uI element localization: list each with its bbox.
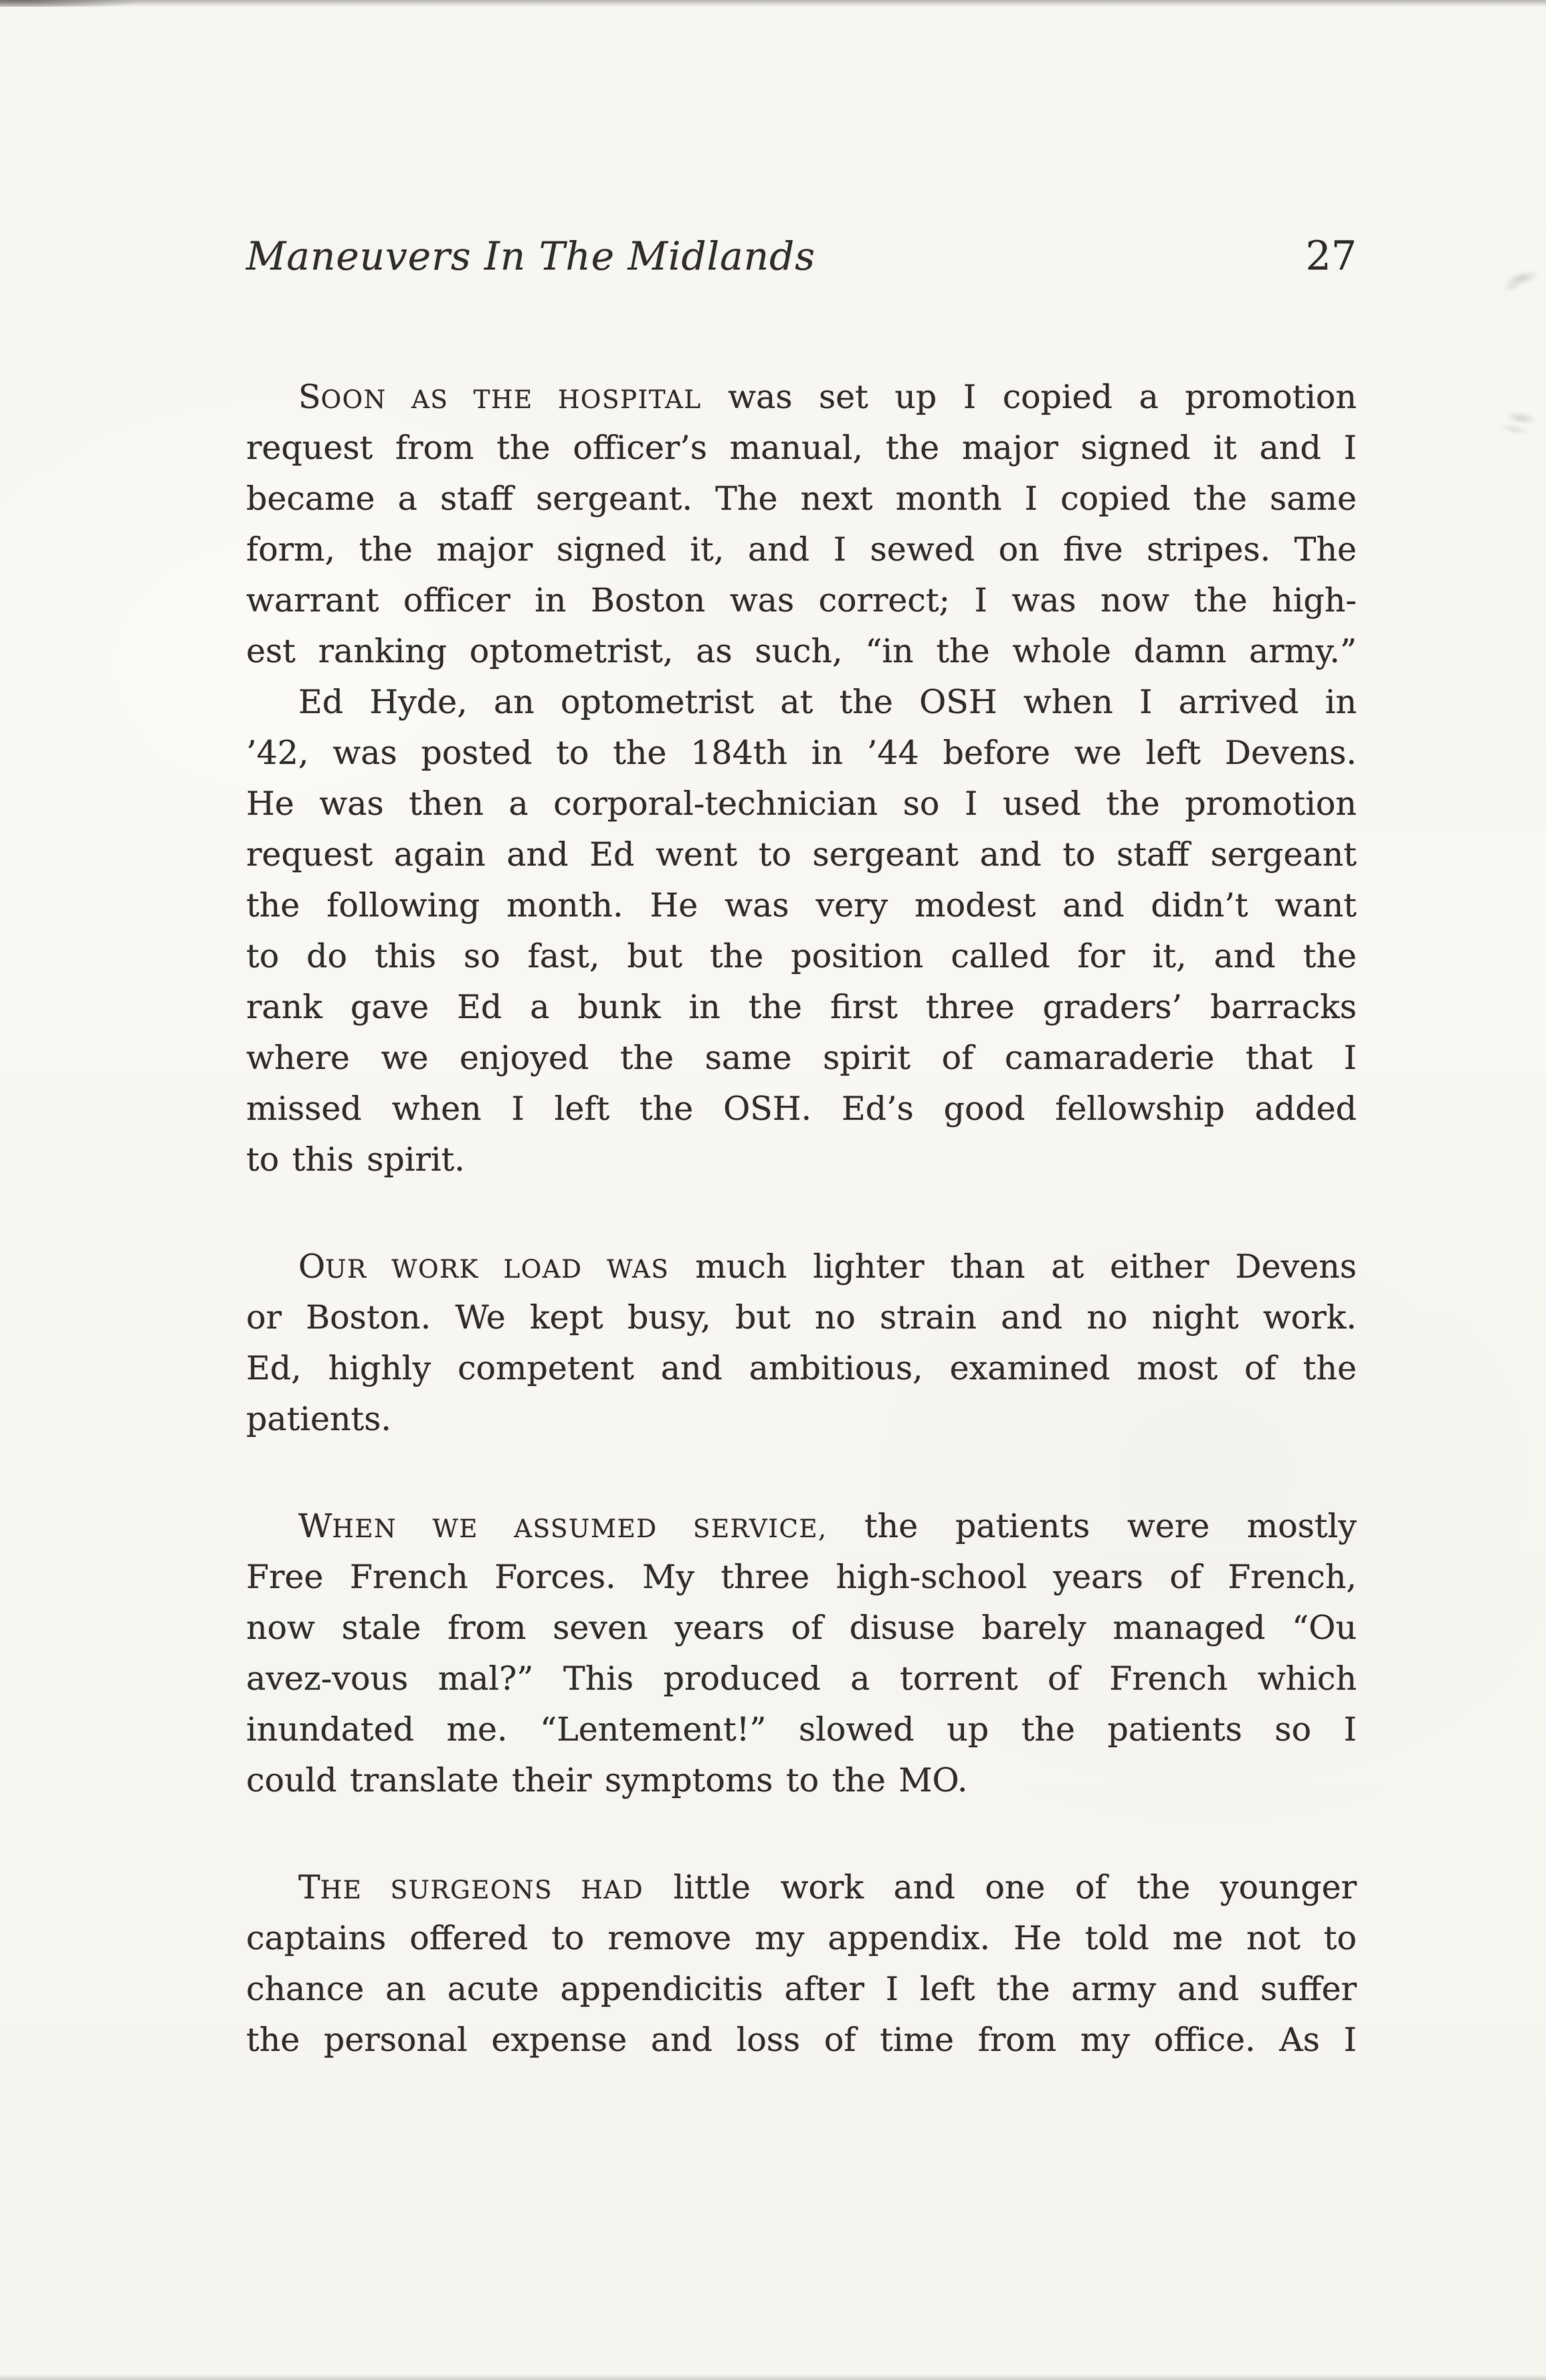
small-caps-opener: O	[298, 1248, 326, 1286]
text-line: form, the major signed it, and I sewed on five stripes. The	[246, 530, 1357, 569]
text-line: est ranking optometrist, as such, “in the whole damn army.”	[246, 632, 1357, 670]
running-header-title: Maneuvers In The Midlands	[246, 233, 815, 279]
text-line: rank gave Ed a bunk in the first three graders’ barracks	[246, 988, 1357, 1026]
text-line: request again and Ed went to sergeant and to staff sergeant	[246, 835, 1357, 874]
text-line: to do this so fast, but the position called for it, and the	[246, 937, 1357, 975]
text-line: missed when I left the OSH. Ed’s good fellowship added	[246, 1090, 1357, 1128]
small-caps-opener: HEN WE ASSUMED SERVICE,	[332, 1514, 828, 1543]
small-caps-opener: W	[298, 1507, 332, 1545]
text-line: Free French Forces. My three high-school years of French,	[246, 1558, 1357, 1596]
text-line: the personal expense and loss of time from my office. As I	[246, 2021, 1357, 2059]
text-line: became a staff sergeant. The next month I copied the same	[246, 480, 1357, 518]
text-line: Ed Hyde, an optometrist at the OSH when I arrived in	[298, 683, 1357, 721]
page-bottom-edge-shadow	[0, 2375, 1546, 2380]
text-line: SOON AS THE HOSPITAL was set up I copied a promotion	[298, 378, 1357, 416]
paragraph	[246, 677, 1357, 1185]
small-caps-opener: OON AS THE HOSPITAL	[320, 385, 702, 414]
text-line: OUR WORK LOAD WAS much lighter than at either Devens	[298, 1248, 1357, 1286]
text-line: captains offered to remove my appendix. He told me not to	[246, 1919, 1357, 1957]
paragraph	[246, 1242, 1357, 1445]
paragraph	[246, 372, 1357, 677]
text-line: THE SURGEONS HAD little work and one of the younger	[298, 1868, 1357, 1906]
text-line: patients.	[246, 1400, 391, 1438]
small-caps-opener: HE SURGEONS HAD	[320, 1875, 644, 1904]
text-line: He was then a corporal-technician so I used the promotion	[246, 785, 1357, 823]
text-line: WHEN WE ASSUMED SERVICE, the patients were mostly	[298, 1507, 1357, 1545]
text-body	[246, 372, 1357, 2066]
text-line: avez-vous mal?” This produced a torrent of French which	[246, 1660, 1357, 1698]
text-line: request from the officer’s manual, the major signed it and I	[246, 429, 1357, 467]
text-line: where we enjoyed the same spirit of camaraderie that I	[246, 1039, 1357, 1077]
text-line: to this spirit.	[246, 1141, 465, 1179]
text-line: chance an acute appendicitis after I left the army and suffer	[246, 1970, 1357, 2008]
text-line: the following month. He was very modest and didn’t want	[246, 886, 1357, 924]
small-caps-opener: T	[298, 1868, 320, 1906]
running-header	[246, 233, 1357, 280]
margin-smudge	[1490, 401, 1545, 444]
small-caps-opener: S	[298, 378, 321, 416]
text-line: could translate their symptoms to the MO.	[246, 1761, 968, 1799]
paragraph	[246, 1862, 1357, 2066]
small-caps-opener: UR WORK LOAD WAS	[325, 1254, 670, 1284]
text-line: Ed, highly competent and ambitious, examined most of the	[246, 1349, 1357, 1387]
text-line: or Boston. We kept busy, but no strain and no night work.	[246, 1298, 1357, 1336]
page-top-edge-shadow	[0, 0, 1546, 7]
margin-smudge	[1494, 261, 1545, 299]
page-number: 27	[1305, 233, 1357, 280]
paragraph	[246, 1501, 1357, 1806]
text-line: warrant officer in Boston was correct; I was now the high-	[246, 581, 1357, 619]
text-line: ’42, was posted to the 184th in ’44 before we left Devens.	[246, 734, 1357, 772]
text-line: now stale from seven years of disuse barely managed “Ou	[246, 1609, 1357, 1647]
text-line: inundated me. “Lentement!” slowed up the patients so I	[246, 1710, 1357, 1749]
